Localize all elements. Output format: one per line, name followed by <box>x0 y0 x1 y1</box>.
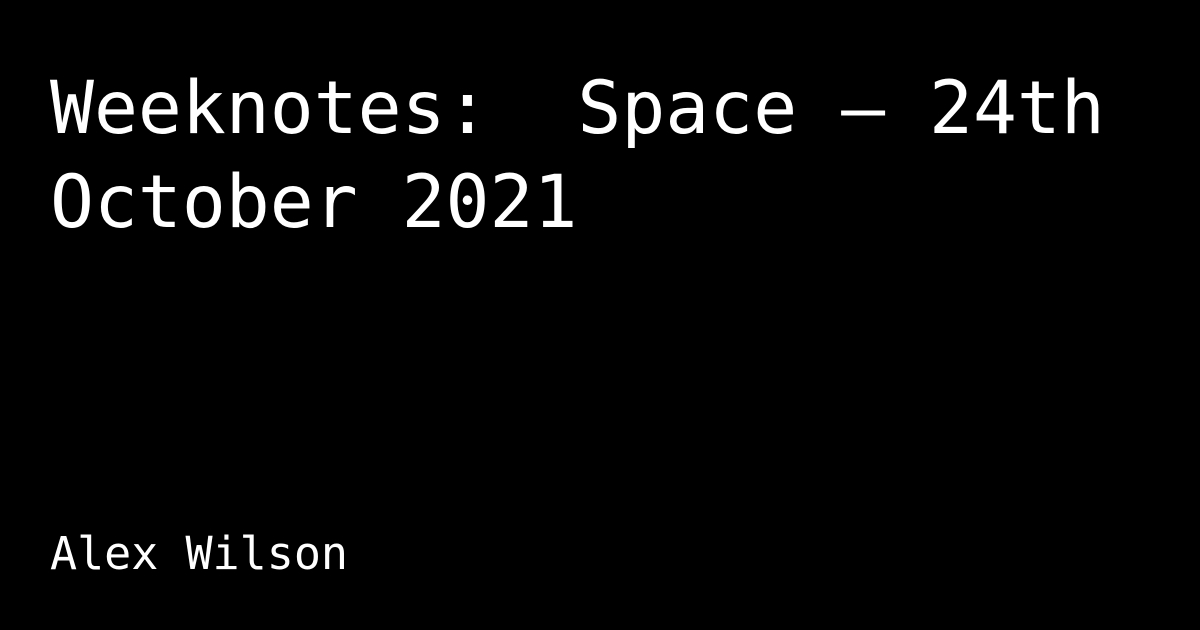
post-title: Weeknotes: Space — 24th October 2021 <box>50 66 1149 245</box>
author-name: Alex Wilson <box>50 527 349 580</box>
